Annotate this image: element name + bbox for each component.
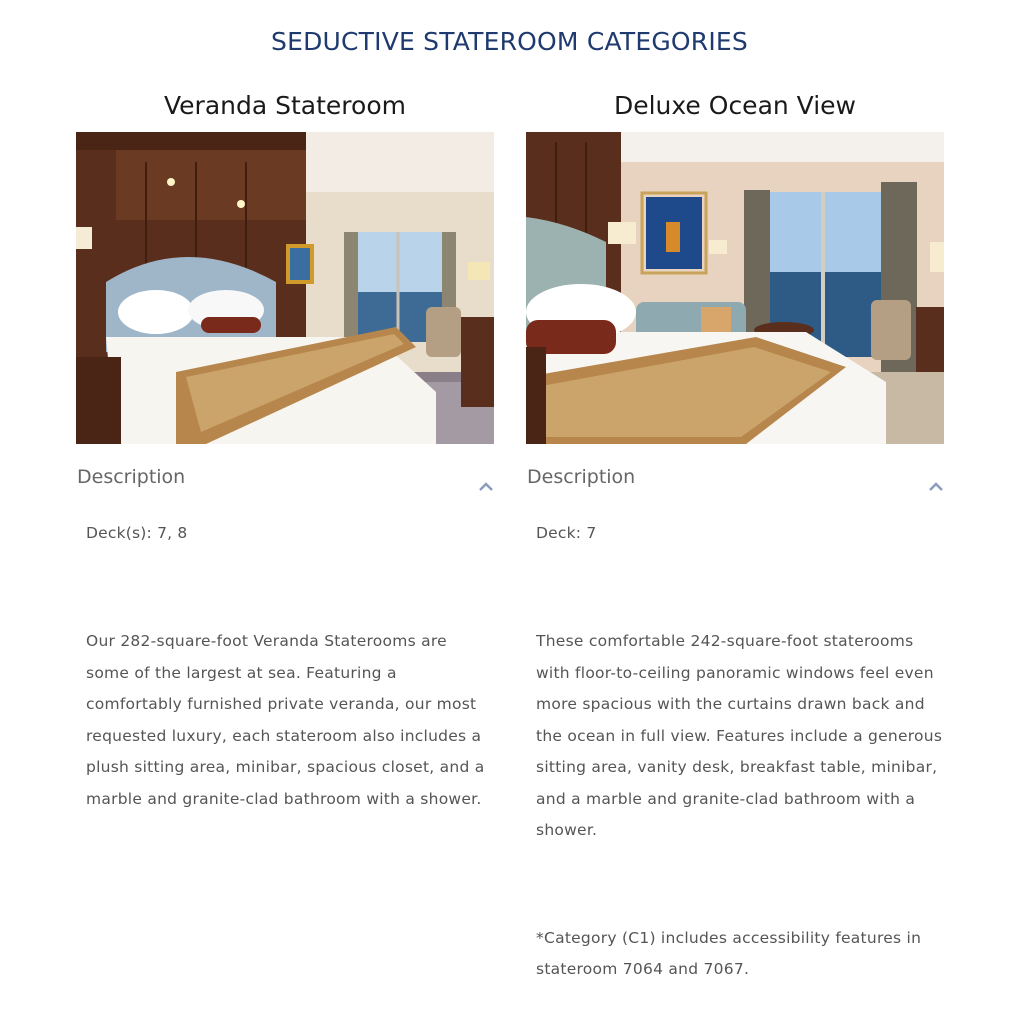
stateroom-title: Deluxe Ocean View <box>613 91 857 120</box>
chevron-up-icon[interactable] <box>478 480 494 492</box>
stateroom-description: These comfortable 242-square-foot staterooms with floor-to-ceiling panoramic windows feel even more spacious with the curtains drawn back and the ocean in full view. Features include a generous sitting area, vanity desk, breakfast table, minibar, and a marble and granite-clad bathroom with a shower. <box>536 632 943 839</box>
stateroom-card-veranda <box>76 88 494 808</box>
accessibility-note: *Category (C1) includes accessibility features in stateroom 7064 and 7067. <box>536 929 922 978</box>
deck-info: Deck: 7 <box>536 524 597 542</box>
stateroom-title: Veranda Stateroom <box>164 91 406 120</box>
stateroom-description: Our 282-square-foot Veranda Staterooms are some of the largest at sea. Featuring a comfortably furnished private veranda, our most requested luxury, each stateroom also includes a plush sitting area, minibar, spacious closet, and a marble and granite-clad bathroom with a shower. <box>86 632 485 808</box>
page-title: SEDUCTIVE STATEROOM CATEGORIES <box>271 27 748 56</box>
stateroom-photo[interactable] <box>76 132 494 444</box>
accordion-label: Description <box>77 466 186 488</box>
description-accordion-header[interactable] <box>526 466 944 502</box>
stateroom-card-deluxe-ocean-view <box>526 88 944 978</box>
accordion-label: Description <box>527 466 636 488</box>
description-accordion-header[interactable] <box>76 466 494 502</box>
deck-info: Deck(s): 7, 8 <box>86 524 188 542</box>
stateroom-photo[interactable] <box>526 132 944 444</box>
chevron-up-icon[interactable] <box>928 480 944 492</box>
